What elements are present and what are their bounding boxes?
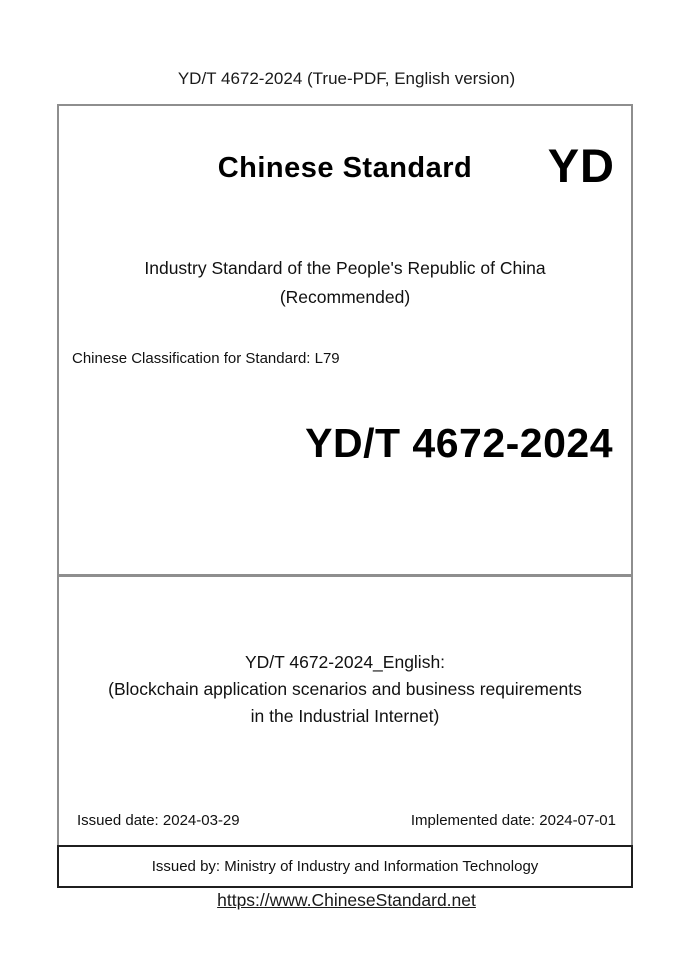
standard-title-line2: (Blockchain application scenarios and business requirements: [108, 679, 582, 699]
page-header-title: YD/T 4672-2024 (True-PDF, English version): [177, 69, 516, 88]
section-divider: [59, 574, 631, 577]
footer: [0, 890, 693, 911]
standard-code: YD/T 4672-2024: [305, 420, 613, 466]
issued-by-strip: [57, 845, 633, 888]
classification-label: Chinese Classification for Standard: L79: [72, 350, 340, 367]
issued-by-label: Issued by: Ministry of Industry and Information Technology: [151, 858, 539, 875]
standard-title-line3: in the Industrial Internet): [250, 706, 440, 726]
standard-type-line2: (Recommended): [279, 287, 411, 307]
brand-title: Chinese Standard: [217, 152, 473, 184]
cover-box: [57, 104, 633, 888]
issued-date: Issued date: 2024-03-29: [77, 812, 240, 829]
standard-body-logo: YD: [547, 139, 615, 192]
standard-title-line1: YD/T 4672-2024_English:: [244, 652, 446, 672]
standard-title-block: [59, 649, 631, 730]
dates-row: [77, 812, 616, 829]
standard-type-line1: Industry Standard of the People's Republic of China: [144, 258, 546, 278]
implemented-date: Implemented date: 2024-07-01: [410, 812, 616, 829]
standard-type: [59, 254, 631, 312]
footer-website-link[interactable]: https://www.ChineseStandard.net: [217, 890, 476, 910]
